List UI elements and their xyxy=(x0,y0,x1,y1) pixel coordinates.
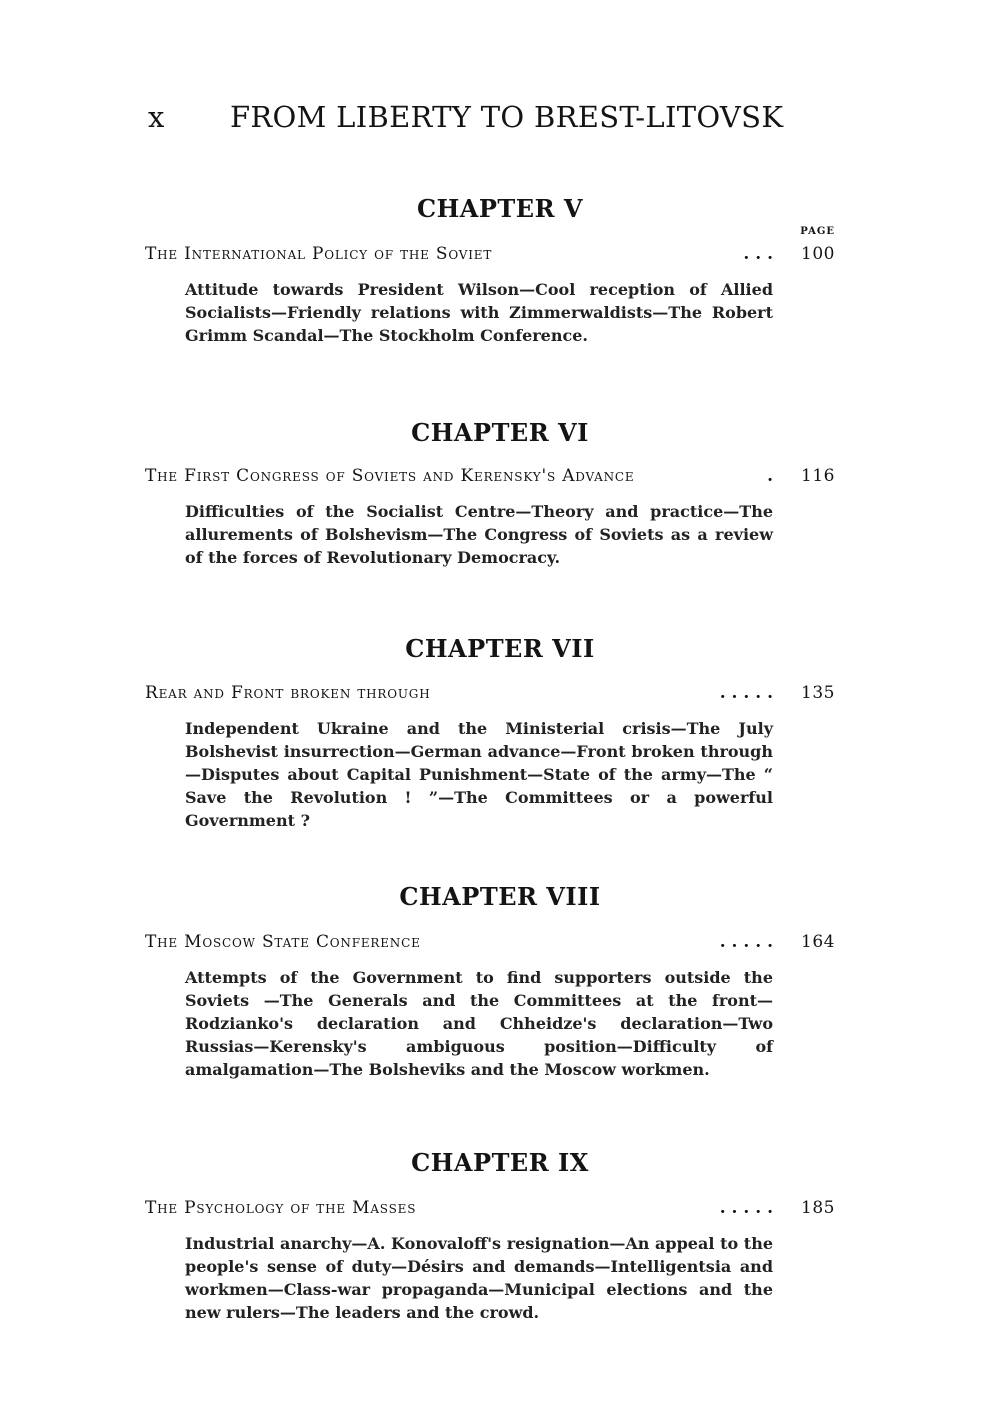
entry-page-number: 164 xyxy=(801,932,835,952)
chapter-vi xyxy=(145,416,835,569)
entry-title: Rear and Front broken through xyxy=(145,683,431,703)
entry-title: The Psychology of the Masses xyxy=(145,1198,417,1218)
chapter-summary: Difficulties of the Socialist Centre—Theory and practice—The allurements of Bolshevism—The Congress of Soviets as a review of the forces of Revolutionary Democracy. xyxy=(185,502,773,567)
entry-page-number: 185 xyxy=(801,1198,835,1218)
entry-title: The First Congress of Soviets and Kerensky's Advance xyxy=(145,466,635,486)
toc-entry[interactable] xyxy=(145,462,835,490)
dot-leader: . . . . . xyxy=(719,932,773,952)
entry-title: The Moscow State Conference xyxy=(145,932,421,952)
dot-leader: . . . . . xyxy=(719,1198,773,1218)
entry-title: The International Policy of the Soviet xyxy=(145,244,493,264)
chapter-heading: CHAPTER VII xyxy=(405,634,595,663)
chapter-summary: Industrial anarchy—A. Konovaloff's resignation—An appeal to the people's sense of duty—Désirs and demands—Intelligentsia and workmen—Class-war propaganda—Municipal elections and the new rulers—The leaders and the crowd. xyxy=(185,1234,773,1322)
page-number: x xyxy=(148,100,165,134)
chapter-vii xyxy=(145,632,835,832)
entry-page-number: 135 xyxy=(801,683,835,703)
chapter-viii xyxy=(145,880,835,1081)
running-head xyxy=(148,100,848,140)
toc-entry[interactable] xyxy=(145,1194,835,1222)
chapter-summary: Attempts of the Government to find supporters outside the Soviets —The Generals and the Committees at the front—Rodzianko's declaration and Chheidze's declaration—Two Russias—Kerensky's ambiguous position—Difficulty of amalgamation—The Bolsheviks and the Moscow workmen. xyxy=(185,968,773,1079)
chapter-heading: CHAPTER VI xyxy=(411,418,589,447)
toc-entry[interactable] xyxy=(145,679,835,707)
dot-leader: . xyxy=(767,466,773,486)
chapter-ix xyxy=(145,1146,835,1324)
chapter-heading: CHAPTER IX xyxy=(411,1148,589,1177)
chapter-v xyxy=(145,192,835,347)
dot-leader: . . . xyxy=(743,244,773,264)
chapter-heading: CHAPTER V xyxy=(416,194,584,223)
entry-page-number: 116 xyxy=(801,466,835,486)
chapter-summary: Attitude towards President Wilson—Cool reception of Allied Socialists—Friendly relations with Zimmerwaldists—The Robert Grimm Scandal—The Stockholm Conference. xyxy=(185,280,773,345)
book-title: FROM LIBERTY TO BREST-LITOVSK xyxy=(230,100,784,134)
toc-entry[interactable] xyxy=(145,928,835,956)
toc-entry[interactable] xyxy=(145,240,835,268)
chapter-heading: CHAPTER VIII xyxy=(399,882,601,911)
chapter-summary: Independent Ukraine and the Ministerial crisis—The July Bolshevist insurrection—German advance—Front broken through—Disputes about Capital Punishment—State of the army—The “ Save the Revolution ! ”—The Committees or a powerful Government ? xyxy=(185,719,773,830)
dot-leader: . . . . . xyxy=(719,683,773,703)
page-column-label: PAGE xyxy=(800,226,835,237)
entry-page-number: 100 xyxy=(801,244,835,264)
